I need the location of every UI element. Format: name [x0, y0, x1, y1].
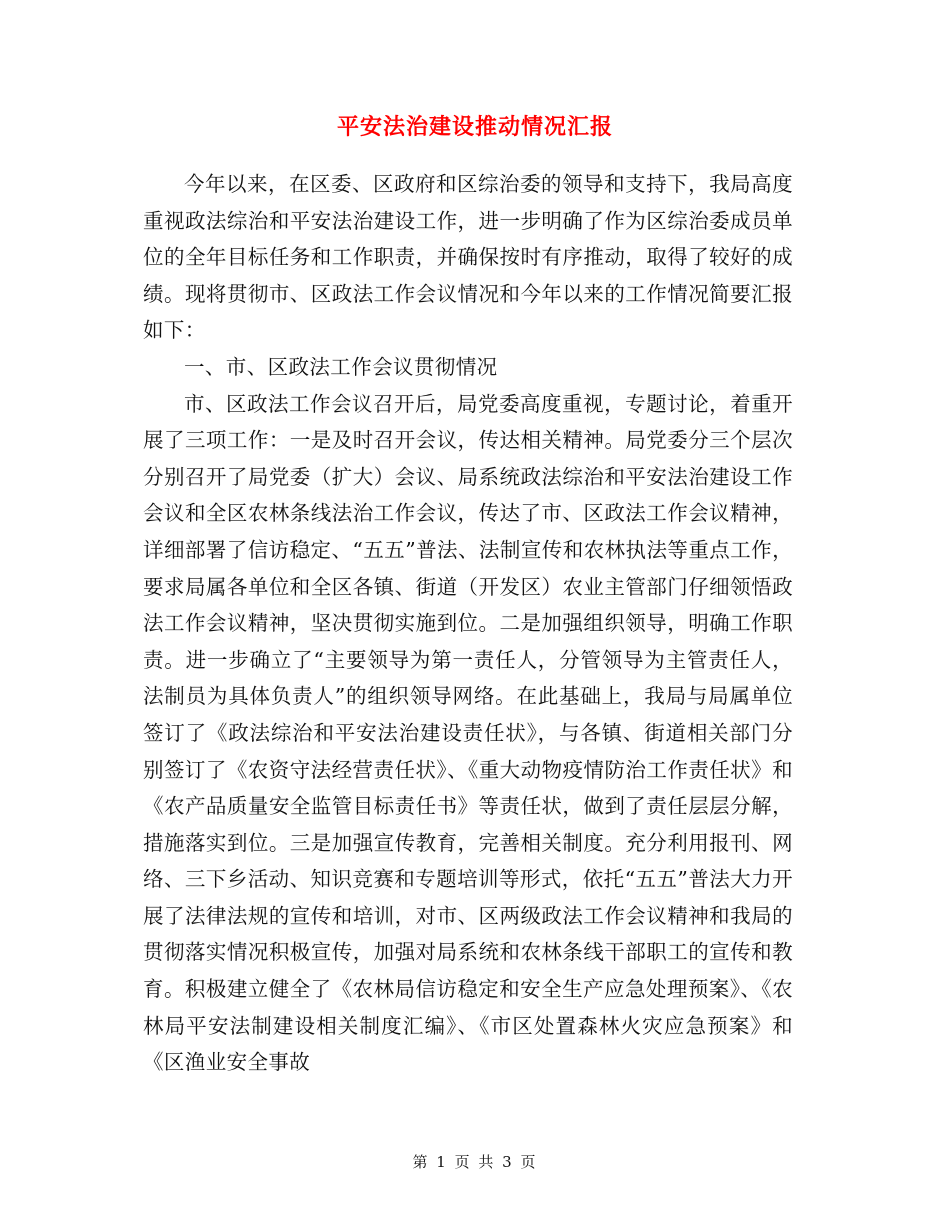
paragraph-section-1: 市、区政法工作会议召开后，局党委高度重视，专题讨论，着重开展了三项工作：一是及时召开会议，传达相关精神。局党委分三个层次分别召开了局党委（扩大）会议、局系统政法综治和平安法治建设工作会议和全区农林条线法治工作会议，传达了市、区政法工作会议精神，详细部署了信访稳定、“五五”普法、法制宣传和农林执法等重点工作，要求局属各单位和全区各镇、街道（开发区）农业主管部门仔细领悟政法工作会议精神，坚决贯彻实施到位。二是加强组织领导，明确工作职责。进一步确立了“主要领导为第一责任人，分管领导为主管责任人，法制员为具体负责人”的组织领导网络。在此基础上，我局与局属单位签订了《政法综治和平安法治建设责任状》，与各镇、街道相关部门分别签订了《农资守法经营责任状》、《重大动物疫情防治工作责任状》和《农产品质量安全监管目标责任书》等责任状，做到了责任层层分解，措施落实到位。三是加强宣传教育，完善相关制度。充分利用报刊、网络、三下乡活动、知识竞赛和专题培训等形式，依托“五五”普法大力开展了法律法规的宣传和培训，对市、区两级政法工作会议精神和我局的贯彻落实情况积极宣传，加强对局系统和农林条线干部职工的宣传和教育。积极建立健全了《农林局信访稳定和安全生产应急处理预案》、《农林局平安法制建设相关制度汇编》、《市区处置森林火灾应急预案》和《区渔业安全事故 — [143, 391, 793, 1075]
document-body — [143, 166, 793, 1081]
page-number-footer: 第 1 页 共 3 页 — [412, 1153, 538, 1171]
document-title: 平安法治建设推动情况汇报 — [336, 115, 613, 140]
paragraph-intro: 今年以来，在区委、区政府和区综治委的领导和支持下，我局高度重视政法综治和平安法治建设工作，进一步明确了作为区综治委成员单位的全年目标任务和工作职责，并确保按时有序推动，取得了较好的成绩。现将贯彻市、区政法工作会议情况和今年以来的工作情况简要汇报如下： — [143, 172, 793, 343]
section-heading-1: 一、市、区政法工作会议贯彻情况 — [184, 354, 498, 379]
